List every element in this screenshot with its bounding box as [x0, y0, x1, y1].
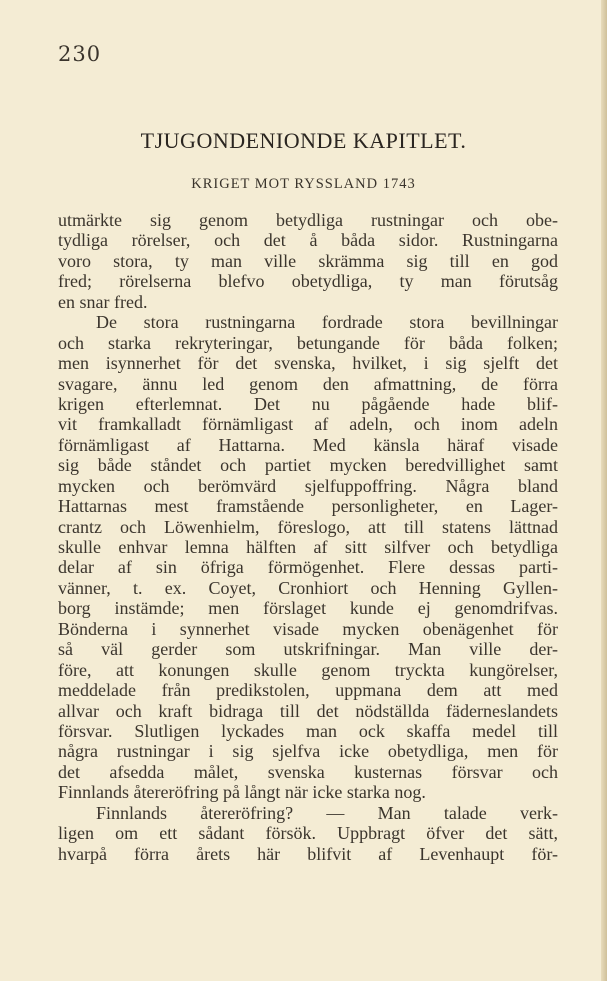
- text-line: Bönderna i synnerhet visade mycken obenägenhet för: [58, 618, 558, 639]
- text-line: tydliga rörelser, och det å båda sidor. Rustningarna: [58, 230, 558, 251]
- text-line: utmärkte sig genom betydliga rustningar och obe-: [58, 210, 558, 230]
- text-line: vit framkalladt förnämligast af adeln, och inom adeln: [58, 414, 558, 435]
- chapter-subtitle: KRIGET MOT RYSSLAND 1743: [191, 176, 416, 192]
- text-line: meddelade från predikstolen, uppmana dem att med: [58, 680, 558, 701]
- text-line: krigen efterlemnat. Det nu pågående hade blif-: [58, 393, 558, 414]
- text-line: Finnlands återeröfring på långt när icke starka nog.: [58, 782, 426, 803]
- text-line: ligen om ett sådant försök. Uppbragt öfver det sätt,: [58, 823, 558, 844]
- text-line: De stora rustningarna fordrade stora bevillningar: [96, 312, 558, 333]
- text-line: allvar och kraft bidraga till det nödställda fäderneslandets: [58, 700, 558, 721]
- body-text: [58, 210, 558, 864]
- text-line: voro stora, ty man ville skrämma sig till en god: [58, 250, 558, 271]
- text-line: svagare, ännu led genom den afmattning, de förra: [58, 373, 558, 394]
- text-line: borg instämde; men förslaget kunde ej genomdrifvas.: [58, 598, 558, 619]
- text-line: det afsedda målet, svenska kusternas försvar och: [58, 761, 558, 782]
- text-line: hvarpå förra årets här blifvit af Levenhaupt för-: [58, 843, 558, 864]
- text-line: och starka rekryteringar, betungande för båda folken;: [58, 332, 558, 353]
- text-line: så väl gerder som utskrifningar. Man ville der-: [58, 639, 558, 660]
- text-line: crantz och Löwenhielm, föreslogo, att till statens lättnad: [58, 516, 558, 537]
- text-line: sig både ståndet och partiet mycken beredvillighet samt: [58, 455, 558, 476]
- text-line: en snar fred.: [58, 291, 148, 312]
- text-line: men isynnerhet för det svenska, hvilket, i sig sjelft det: [58, 353, 558, 374]
- text-line: Hattarnas mest framstående personligheter, en Lager-: [58, 496, 558, 517]
- text-line: före, att konungen skulle genom tryckta kungörelser,: [58, 659, 558, 680]
- text-line: Finnlands återeröfring? — Man talade verk-: [96, 802, 558, 823]
- chapter-title: TJUGONDENIONDE KAPITLET.: [140, 128, 467, 153]
- text-line: vänner, t. ex. Coyet, Cronhiort och Henning Gyllen-: [58, 577, 558, 598]
- page-number: 230: [58, 42, 102, 66]
- text-line: mycken och berömvärd sjelfuppoffring. Några bland: [58, 475, 558, 496]
- text-line: några rustningar i sig sjelfva icke obetydliga, men för: [58, 741, 558, 762]
- text-line: försvar. Slutligen lyckades man ock skaffa medel till: [58, 720, 558, 741]
- text-line: fred; rörelserna blefvo obetydliga, ty man förutsåg: [58, 271, 558, 292]
- text-line: förnämligast af Hattarna. Med känsla häraf visade: [58, 434, 558, 455]
- text-line: delar af sin öfriga förmögenhet. Flere dessas parti-: [58, 557, 558, 578]
- text-line: skulle enhvar lemna hälften af sitt silfver och betydliga: [58, 537, 558, 557]
